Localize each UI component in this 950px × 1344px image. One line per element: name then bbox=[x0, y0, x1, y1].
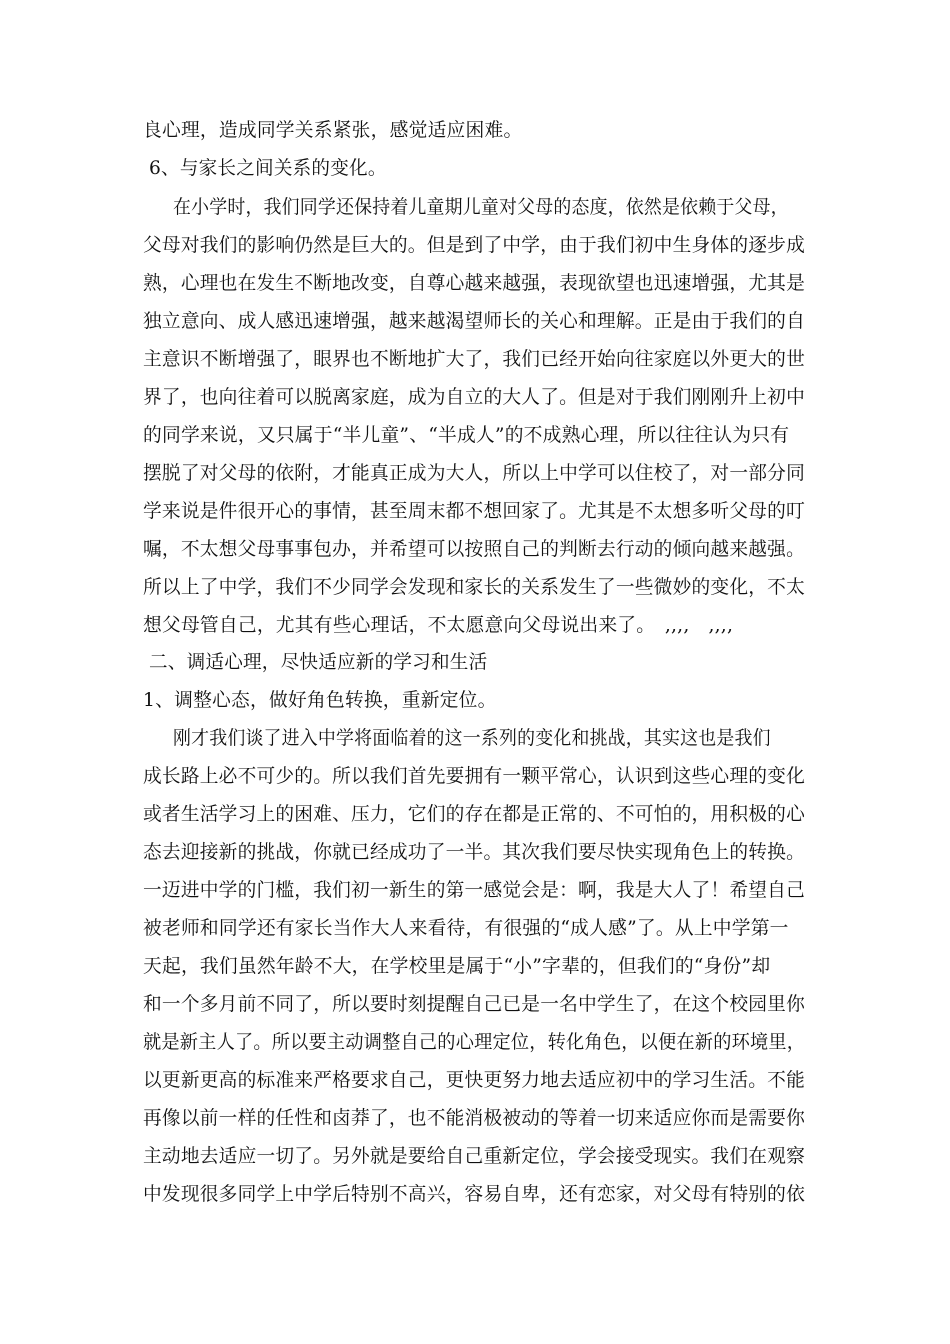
paragraph-line: 在小学时，我们同学还保持着儿童期儿童对父母的态度，依然是依赖于父母， bbox=[173, 196, 789, 218]
paragraph-line: 一迈进中学的门槛，我们初一新生的第一感觉会是：啊，我是大人了！希望自己 bbox=[143, 879, 806, 901]
paragraph-line: 态去迎接新的挑战，你就已经成功了一半。其次我们要尽快实现角色上的转换。 bbox=[143, 841, 806, 863]
paragraph-line: 就是新主人了。所以要主动调整自己的心理定位，转化角色，以便在新的环境里， bbox=[143, 1031, 806, 1053]
paragraph-line: 被老师和同学还有家长当作大人来看待，有很强的“成人感”了。从上中学第一 bbox=[143, 917, 789, 939]
paragraph-line: 嘱，不太想父母事事包办，并希望可以按照自己的判断去行动的倾向越来越强。 bbox=[143, 538, 806, 560]
subsection-heading-1: 1、调整心态，做好角色转换，重新定位。 bbox=[143, 689, 497, 711]
paragraph-line: 界了，也向往着可以脱离家庭，成为自立的大人了。但是对于我们刚刚升上初中 bbox=[143, 386, 806, 408]
paragraph-line: 或者生活学习上的困难、压力，它们的存在都是正常的、不可怕的，用积极的心 bbox=[143, 803, 806, 825]
paragraph-line: 想父母管自己，尤其有些心理话，不太愿意向父母说出来了。 ,,,, ,,,, bbox=[143, 614, 734, 636]
paragraph-line: 再像以前一样的任性和卤莽了，也不能消极被动的等着一切来适应你而是需要你 bbox=[143, 1107, 806, 1129]
paragraph-line: 刚才我们谈了进入中学将面临着的这一系列的变化和挑战，其实这也是我们 bbox=[173, 727, 771, 749]
paragraph-line: 父母对我们的影响仍然是巨大的。但是到了中学，由于我们初中生身体的逐步成 bbox=[143, 234, 806, 256]
paragraph-line: 中发现很多同学上中学后特别不高兴，容易自卑，还有恋家，对父母有特别的依 bbox=[143, 1183, 806, 1205]
section-heading-2: 二、调适心理，尽快适应新的学习和生活 bbox=[149, 651, 488, 673]
paragraph-line: 主意识不断增强了，眼界也不断地扩大了，我们已经开始向往家庭以外更大的世 bbox=[143, 348, 806, 370]
paragraph-line: 天起，我们虽然年龄不大，在学校里是属于“小”字辈的，但我们的“身份”却 bbox=[143, 955, 771, 977]
section-heading-6: 6、与家长之间关系的变化。 bbox=[149, 157, 387, 179]
paragraph-line: 学来说是件很开心的事情，甚至周末都不想回家了。尤其是不太想多听父母的叮 bbox=[143, 500, 806, 522]
paragraph-line: 和一个多月前不同了，所以要时刻提醒自己已是一名中学生了，在这个校园里你 bbox=[143, 993, 806, 1015]
paragraph-line: 熟，心理也在发生不断地改变，自尊心越来越强，表现欲望也迅速增强，尤其是 bbox=[143, 272, 806, 294]
paragraph-line: 良心理，造成同学关系紧张，感觉适应困难。 bbox=[143, 119, 523, 141]
paragraph-line: 主动地去适应一切了。另外就是要给自己重新定位，学会接受现实。我们在观察 bbox=[143, 1145, 806, 1167]
paragraph-line: 所以上了中学，我们不少同学会发现和家长的关系发生了一些微妙的变化，不太 bbox=[143, 576, 806, 598]
paragraph-line: 成长路上必不可少的。所以我们首先要拥有一颗平常心，认识到这些心理的变化 bbox=[143, 765, 806, 787]
paragraph-line: 摆脱了对父母的依附，才能真正成为大人，所以上中学可以住校了，对一部分同 bbox=[143, 462, 806, 484]
paragraph-line: 独立意向、成人感迅速增强，越来越渴望师长的关心和理解。正是由于我们的自 bbox=[143, 310, 806, 332]
paragraph-line: 以更新更高的标准来严格要求自己，更快更努力地去适应初中的学习生活。不能 bbox=[143, 1069, 806, 1091]
paragraph-line: 的同学来说，又只属于“半儿童”、“半成人”的不成熟心理，所以往往认为只有 bbox=[143, 424, 790, 446]
